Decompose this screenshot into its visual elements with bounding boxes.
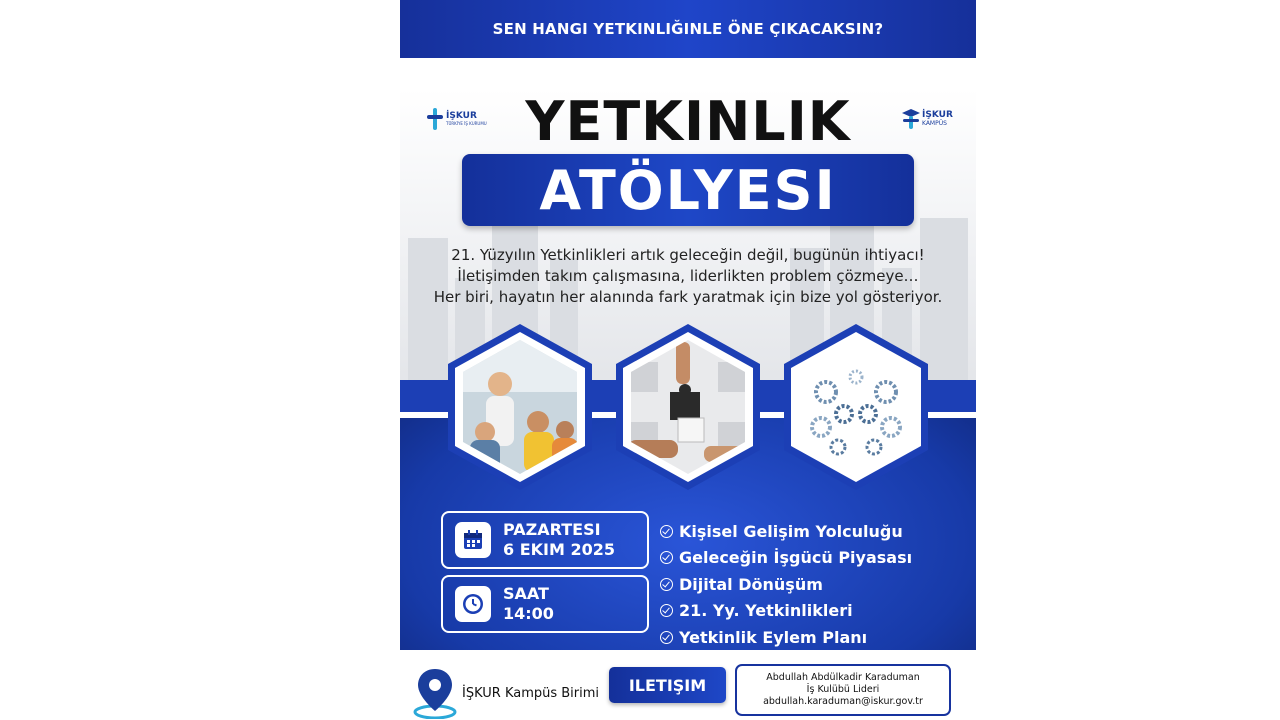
time-value: 14:00: [503, 604, 554, 623]
header-slogan: SEN HANGI YETKINLIĞINLE ÖNE ÇIKACAKSIN?: [492, 20, 884, 38]
contact-card: [735, 664, 951, 716]
location-label: İŞKUR Kampüs Birimi: [462, 685, 600, 701]
contact-name: Abdullah Abdülkadir Karaduman: [766, 672, 920, 683]
puzzle-icon: [608, 322, 768, 492]
gears-icon: [776, 322, 936, 492]
contact-button[interactable]: ILETIŞIM: [609, 667, 726, 703]
topic-list: [660, 518, 912, 651]
check-circle-icon: [660, 551, 673, 564]
iskur-logo: İŞKUR TÜRKİYE İŞ KURUMU: [427, 106, 487, 132]
intro-line-1: 21. Yüzyılın Yetkinlikleri artık geleceğin değil, bugünün ihtiyacı!: [451, 246, 925, 264]
footer: [400, 650, 976, 720]
intro-line-3: Her biri, hayatın her alanında fark yaratmak için bize yol gösteriyor.: [433, 288, 943, 306]
hex-image-gears: [776, 322, 936, 492]
list-item: Geleceğin İşgücü Piyasası: [660, 545, 912, 572]
time-label: SAAT: [503, 584, 549, 603]
check-circle-icon: [660, 525, 673, 538]
hex-image-puzzle: [608, 322, 768, 492]
time-box: [441, 575, 649, 633]
location-pin-icon: [412, 667, 458, 719]
list-item: Dijital Dönüşüm: [660, 571, 912, 598]
hex-image-people: [440, 322, 600, 492]
people-icon: [440, 322, 600, 492]
check-circle-icon: [660, 578, 673, 591]
list-item: Kişisel Gelişim Yolculuğu: [660, 518, 912, 545]
header-banner: [400, 0, 976, 58]
check-circle-icon: [660, 631, 673, 644]
date-day: PAZARTESI: [503, 520, 601, 539]
iskur-kampus-logo: İŞKUR KAMPÜS: [902, 108, 953, 130]
date-box: [441, 511, 649, 569]
location: [412, 667, 599, 719]
clock-icon: [461, 592, 485, 616]
contact-email[interactable]: abdullah.karaduman@iskur.gov.tr: [763, 696, 923, 707]
intro-line-2: İletişimden takım çalışmasına, liderlikten problem çözmeye…: [457, 267, 919, 285]
list-item: Yetkinlik Eylem Planı: [660, 624, 912, 651]
poster: [400, 0, 976, 720]
calendar-icon: [462, 529, 484, 551]
intro-text: [400, 245, 976, 308]
title-line-2: ATÖLYESI: [539, 158, 837, 222]
check-circle-icon: [660, 604, 673, 617]
date-value: 6 EKIM 2025: [503, 540, 616, 559]
title-box: [462, 154, 914, 226]
list-item: 21. Yy. Yetkinlikleri: [660, 598, 912, 625]
contact-role: İş Kulübü Lideri: [806, 684, 880, 695]
title-line-1: YETKINLIK: [525, 90, 851, 153]
